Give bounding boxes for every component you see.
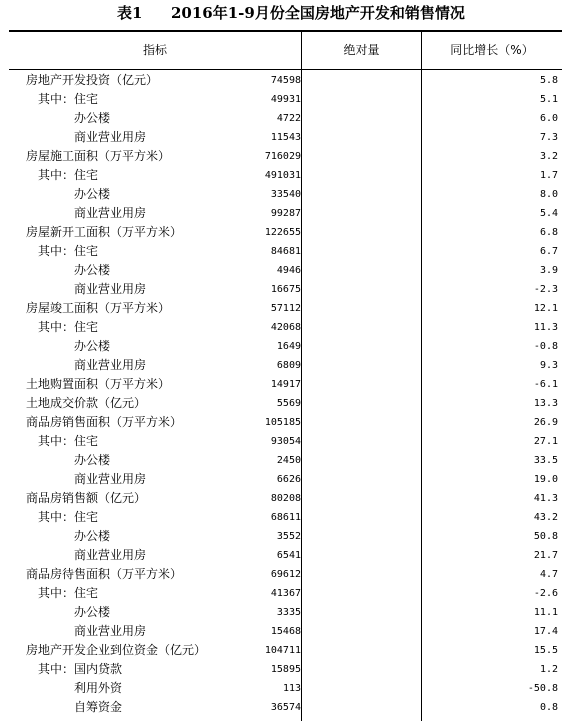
row-growth-value: 3.9 — [539, 265, 558, 276]
row-growth-value: -50.8 — [527, 683, 558, 694]
row-growth-value: 9.3 — [539, 360, 558, 371]
row-growth-value: 5.8 — [539, 75, 558, 86]
row-absolute-value: 36574 — [270, 702, 301, 713]
row-label: 办公楼 — [74, 111, 111, 125]
row-growth-value: 17.4 — [533, 626, 558, 637]
row-absolute-value: 69612 — [270, 569, 301, 580]
table-row — [0, 622, 568, 641]
table-row — [0, 603, 568, 622]
row-label: 其中：国内贷款 — [38, 662, 123, 676]
row-label: 商业营业用房 — [74, 282, 147, 296]
row-label: 办公楼 — [74, 339, 111, 353]
row-absolute-value: 6541 — [276, 550, 301, 561]
table-row — [0, 185, 568, 204]
table-row — [0, 508, 568, 527]
header-growth: 同比增长（%） — [450, 43, 534, 57]
row-absolute-value: 491031 — [264, 170, 301, 181]
row-absolute-value: 4722 — [276, 113, 301, 124]
row-growth-value: 1.2 — [539, 664, 558, 675]
row-label: 商业营业用房 — [74, 358, 147, 372]
row-absolute-value: 99287 — [270, 208, 301, 219]
row-absolute-value: 16675 — [270, 284, 301, 295]
row-label: 房地产开发企业到位资金（亿元） — [26, 643, 207, 657]
row-label: 土地成交价款（亿元） — [26, 396, 147, 410]
row-growth-value: 0.8 — [539, 702, 558, 713]
table-row — [0, 337, 568, 356]
header-bottom-rule — [9, 69, 562, 70]
row-label: 其中：住宅 — [38, 510, 99, 524]
row-growth-value: 6.0 — [539, 113, 558, 124]
header-indicator: 指标 — [142, 43, 167, 57]
table-row — [0, 147, 568, 166]
row-growth-value: 8.0 — [539, 189, 558, 200]
row-absolute-value: 74598 — [270, 75, 301, 86]
row-label: 商品房待售面积（万平方米） — [26, 567, 183, 581]
row-label: 办公楼 — [74, 187, 111, 201]
row-label: 土地购置面积（万平方米） — [26, 377, 171, 391]
row-growth-value: 7.3 — [539, 132, 558, 143]
row-absolute-value: 68611 — [270, 512, 301, 523]
table-row — [0, 90, 568, 109]
row-label: 房屋竣工面积（万平方米） — [26, 301, 171, 315]
row-label: 其中：住宅 — [38, 320, 99, 334]
row-growth-value: 21.7 — [533, 550, 558, 561]
row-absolute-value: 122655 — [264, 227, 301, 238]
row-label: 办公楼 — [74, 529, 111, 543]
row-label: 办公楼 — [74, 453, 111, 467]
row-absolute-value: 716029 — [264, 151, 301, 162]
table-number: 表1 — [117, 4, 143, 22]
table-row — [0, 128, 568, 147]
table-row — [0, 527, 568, 546]
table-row — [0, 280, 568, 299]
table-row — [0, 166, 568, 185]
row-label: 房屋施工面积（万平方米） — [26, 149, 171, 163]
row-growth-value: -6.1 — [533, 379, 558, 390]
row-absolute-value: 5569 — [276, 398, 301, 409]
row-growth-value: 26.9 — [533, 417, 558, 428]
table-row — [0, 109, 568, 128]
row-label: 商业营业用房 — [74, 206, 147, 220]
table-row — [0, 432, 568, 451]
row-absolute-value: 6626 — [276, 474, 301, 485]
table-row — [0, 375, 568, 394]
row-growth-value: 11.3 — [533, 322, 558, 333]
row-label: 利用外资 — [74, 681, 123, 695]
row-label: 商业营业用房 — [74, 130, 147, 144]
header-absolute: 绝对量 — [343, 43, 380, 57]
row-absolute-value: 105185 — [264, 417, 301, 428]
row-growth-value: 19.0 — [533, 474, 558, 485]
row-absolute-value: 6809 — [276, 360, 301, 371]
row-growth-value: 6.8 — [539, 227, 558, 238]
table-title-text: 2016年1-9月份全国房地产开发和销售情况 — [171, 4, 465, 22]
table-row — [0, 204, 568, 223]
row-absolute-value: 80208 — [270, 493, 301, 504]
row-label: 其中：住宅 — [38, 434, 99, 448]
table-row — [0, 470, 568, 489]
table-row — [0, 489, 568, 508]
row-growth-value: 1.7 — [539, 170, 558, 181]
row-label: 办公楼 — [74, 605, 111, 619]
row-label: 其中：住宅 — [38, 92, 99, 106]
table-row — [0, 641, 568, 660]
row-label: 其中：住宅 — [38, 586, 99, 600]
row-absolute-value: 49931 — [270, 94, 301, 105]
row-absolute-value: 104711 — [264, 645, 301, 656]
row-label: 其中：住宅 — [38, 168, 99, 182]
row-label: 商业营业用房 — [74, 624, 147, 638]
table-row — [0, 356, 568, 375]
row-absolute-value: 93054 — [270, 436, 301, 447]
row-label: 商品房销售额（亿元） — [26, 491, 147, 505]
row-growth-value: 15.5 — [533, 645, 558, 656]
table-body — [0, 71, 568, 717]
row-growth-value: 43.2 — [533, 512, 558, 523]
row-absolute-value: 15468 — [270, 626, 301, 637]
row-growth-value: 5.4 — [539, 208, 558, 219]
table-row — [0, 394, 568, 413]
row-absolute-value: 11543 — [270, 132, 301, 143]
row-absolute-value: 84681 — [270, 246, 301, 257]
table-row — [0, 565, 568, 584]
row-growth-value: -0.8 — [533, 341, 558, 352]
row-label: 商业营业用房 — [74, 548, 147, 562]
row-label: 房屋新开工面积（万平方米） — [26, 225, 183, 239]
table-row — [0, 413, 568, 432]
row-growth-value: 50.8 — [533, 531, 558, 542]
table-row — [0, 546, 568, 565]
row-absolute-value: 3552 — [276, 531, 301, 542]
table-row — [0, 261, 568, 280]
row-absolute-value: 14917 — [270, 379, 301, 390]
table-row — [0, 318, 568, 337]
row-label: 商品房销售面积（万平方米） — [26, 415, 183, 429]
row-growth-value: 41.3 — [533, 493, 558, 504]
row-absolute-value: 4946 — [276, 265, 301, 276]
row-growth-value: -2.3 — [533, 284, 558, 295]
table-row — [0, 679, 568, 698]
table-row — [0, 660, 568, 679]
row-absolute-value: 2450 — [276, 455, 301, 466]
row-growth-value: 33.5 — [533, 455, 558, 466]
row-label: 其中：住宅 — [38, 244, 99, 258]
row-growth-value: -2.6 — [533, 588, 558, 599]
row-absolute-value: 41367 — [270, 588, 301, 599]
table-row — [0, 242, 568, 261]
row-growth-value: 5.1 — [539, 94, 558, 105]
row-growth-value: 13.3 — [533, 398, 558, 409]
row-growth-value: 6.7 — [539, 246, 558, 257]
row-absolute-value: 1649 — [276, 341, 301, 352]
row-absolute-value: 113 — [282, 683, 301, 694]
row-label: 商业营业用房 — [74, 472, 147, 486]
row-absolute-value: 33540 — [270, 189, 301, 200]
table-row — [0, 299, 568, 318]
row-absolute-value: 42068 — [270, 322, 301, 333]
row-growth-value: 12.1 — [533, 303, 558, 314]
table-row — [0, 71, 568, 90]
row-absolute-value: 3335 — [276, 607, 301, 618]
row-absolute-value: 57112 — [270, 303, 301, 314]
row-label: 办公楼 — [74, 263, 111, 277]
row-label: 自筹资金 — [74, 700, 123, 714]
row-growth-value: 3.2 — [539, 151, 558, 162]
row-growth-value: 11.1 — [533, 607, 558, 618]
row-absolute-value: 15895 — [270, 664, 301, 675]
row-growth-value: 27.1 — [533, 436, 558, 447]
table-row — [0, 451, 568, 470]
row-growth-value: 4.7 — [539, 569, 558, 580]
table-row — [0, 584, 568, 603]
table-row — [0, 223, 568, 242]
table-title — [0, 2, 568, 24]
row-label: 房地产开发投资（亿元） — [26, 73, 159, 87]
table-row — [0, 698, 568, 717]
